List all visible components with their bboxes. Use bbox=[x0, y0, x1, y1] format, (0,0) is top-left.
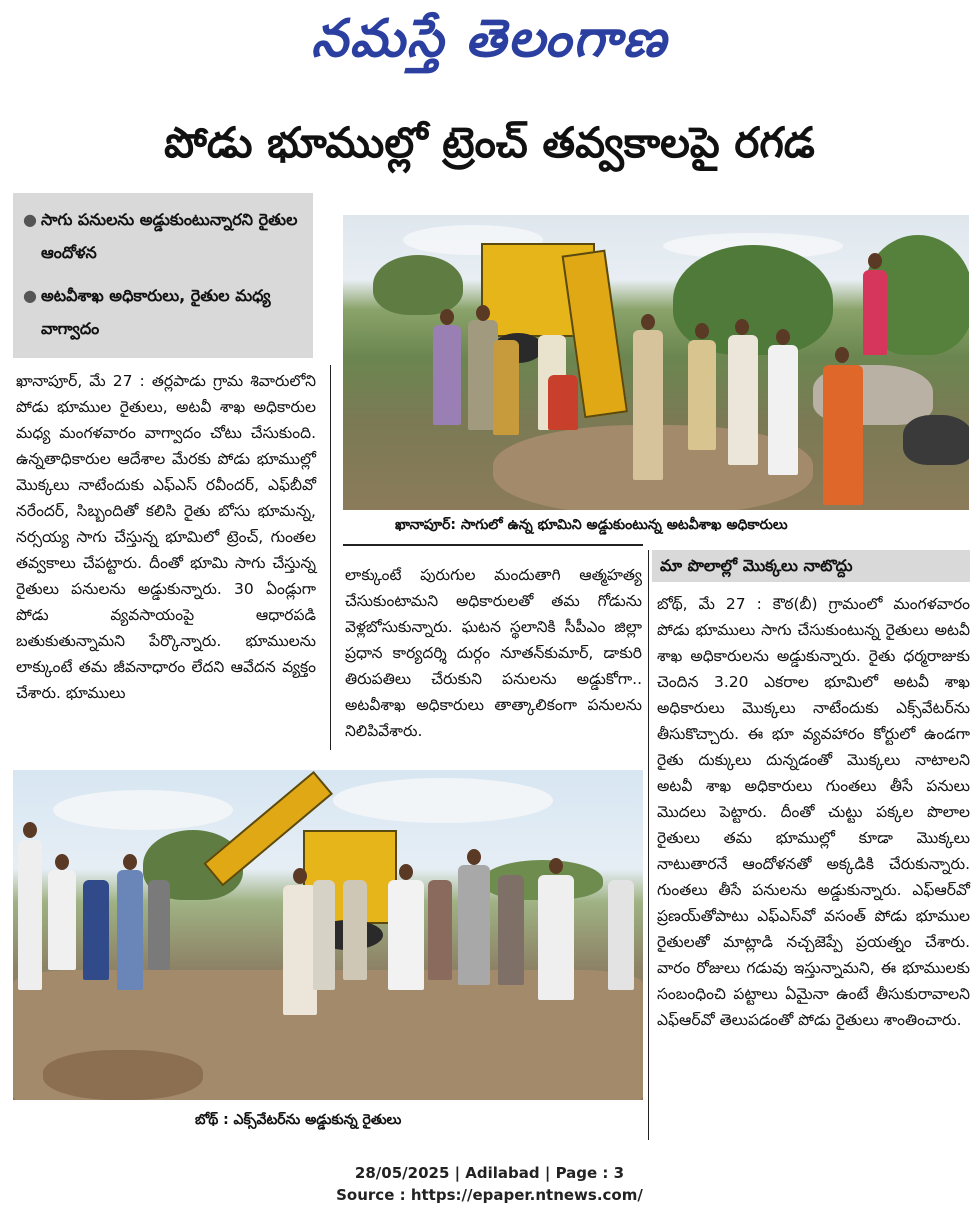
bullet-icon: ● bbox=[23, 286, 37, 305]
highlight-item bbox=[23, 279, 303, 345]
photo-forest-officials bbox=[343, 215, 969, 510]
story2-heading: మా పొలాల్లో మొక్కలు నాటొద్దు bbox=[652, 550, 970, 582]
headline: పోడు భూముల్లో ట్రెంచ్ తవ్వకాలపై రగడ bbox=[164, 118, 815, 167]
masthead: నమస్తే తెలంగాణ bbox=[311, 8, 668, 69]
highlight-item bbox=[23, 203, 303, 269]
footer-date-edition: 28/05/2025 | Adilabad | Page : 3 bbox=[354, 1164, 625, 1182]
column-divider bbox=[330, 365, 331, 750]
bullet-icon: ● bbox=[23, 210, 37, 229]
story1-column2 bbox=[345, 562, 642, 744]
divider bbox=[343, 544, 643, 546]
highlight-text: అటవీశాఖ అధికారులు, రైతుల మధ్య వాగ్వాదం bbox=[41, 286, 271, 338]
story1-text-part1: ఖానాపూర్, మే 27 : తర్లపాడు గ్రామ శివారులోని పోడు భూముల రైతులు, అటవీ శాఖ అధికారుల మధ్య మంగళవారం వాగ్వాదం చోటు చేసుకుంది. ఉన్నతాధికారుల ఆదేశాల మేరకు పోడు భూముల్లో మొక్కలు నాటేందుకు ఎఫ్ఎస్ రవీందర్, ఎఫ్‌బీవో నరేందర్, సిబ్బందితో కలిసి రైతు బోసు భూమన్న, నర్సయ్య సాగు చేస్తున్న భూమిలో ట్రెంచ్, గుంతల తవ్వకాలు చేపట్టారు. దీంతో భూమి సాగు చేస్తున్న రైతులు పనులను అడ్డుకున్నారు. 30 ఏండ్లుగా పోడు వ్యవసాయంపై ఆధారపడి బతుకుతున్నామని పేర్కొన్నారు. భూములను లాక్కుంటే తమ జీవనాధారం లేదని ఆవేదన వ్యక్తం చేశారు. భూములు bbox=[16, 372, 316, 702]
column-divider bbox=[648, 550, 649, 1140]
photo2-caption: బోథ్ : ఎక్స్‌వేటర్‌ను అడ్డుకున్న రైతులు bbox=[195, 1112, 402, 1128]
story1-column1 bbox=[16, 368, 316, 706]
photo1-caption: ఖానాపూర్: సాగులో ఉన్న భూమిని అడ్డుకుంటున్న అటవీశాఖ అధికారులు bbox=[395, 517, 788, 533]
photo-farmers-excavator bbox=[13, 770, 643, 1100]
highlights-box bbox=[13, 193, 313, 358]
footer-source: Source : https://epaper.ntnews.com/ bbox=[336, 1186, 643, 1204]
story1-text-part2: లాక్కుంటే పురుగుల మందుతాగి ఆత్మహత్య చేసుకుంటామని అధికారులతో తమ గోడును వెళ్లబోసుకున్నారు. ఘటన స్థలానికి సీపీఎం జిల్లా ప్రధాన కార్యదర్శి దుర్గం నూతన్‌కుమార్, డాకురి తిరుపతిలు చేరుకుని పనులను అడ్డుకోగా.. అటవీశాఖ అధికారులు తాత్కాలికంగా పనులను నిలిపివేశారు. bbox=[345, 566, 642, 740]
highlight-text: సాగు పనులను అడ్డుకుంటున్నారని రైతుల ఆందోళన bbox=[41, 210, 298, 262]
story2-column bbox=[657, 591, 970, 1033]
story2-text: బోథ్, మే 27 : కౌఠ(బీ) గ్రామంలో మంగళవారం పోడు భూములు సాగు చేసుకుంటున్న రైతులు అటవీ శాఖ అధికారులను అడ్డుకున్నారు. రైతు ధర్మరాజుకు చెందిన 3.20 ఎకరాల భూమిలో అటవీ శాఖ అధికారులు మొక్కలు నాటేందుకు ఎక్స్‌వేటర్‌ను తీసుకొచ్చారు. ఈ భూ వ్యవహారం కోర్టులో ఉండగా రైతు దుక్కులు దున్నడంతో మొక్కలు నాటాలని అటవీ శాఖ అధికారులు గుంతలు తీసే పనులు మొదలు పెట్టారు. దీంతో చుట్టు పక్కల పొలాల రైతులు తమ భూముల్లో కూడా మొక్కలు నాటుతారనే ఆందోళనతో అక్కడికి చేరుకున్నారు. గుంతలు తీసే పనులను అడ్డుకున్నారు. ఎఫ్ఆర్‌వో ప్రణయ్‌తోపాటు ఎఫ్ఎస్‌వో వసంత్ పోడు భూముల రైతులతో మాట్లాడి నచ్చజెప్పే ప్రయత్నం చేశారు. వారం రోజులు గడువు ఇస్తున్నామని, ఈ భూములకు సంబంధించి పట్టాలు ఏమైనా ఉంటే తీసుకురావాలని ఎఫ్ఆర్‌వో తెలుపడంతో పోడు రైతులు శాంతించారు. bbox=[657, 595, 970, 1029]
